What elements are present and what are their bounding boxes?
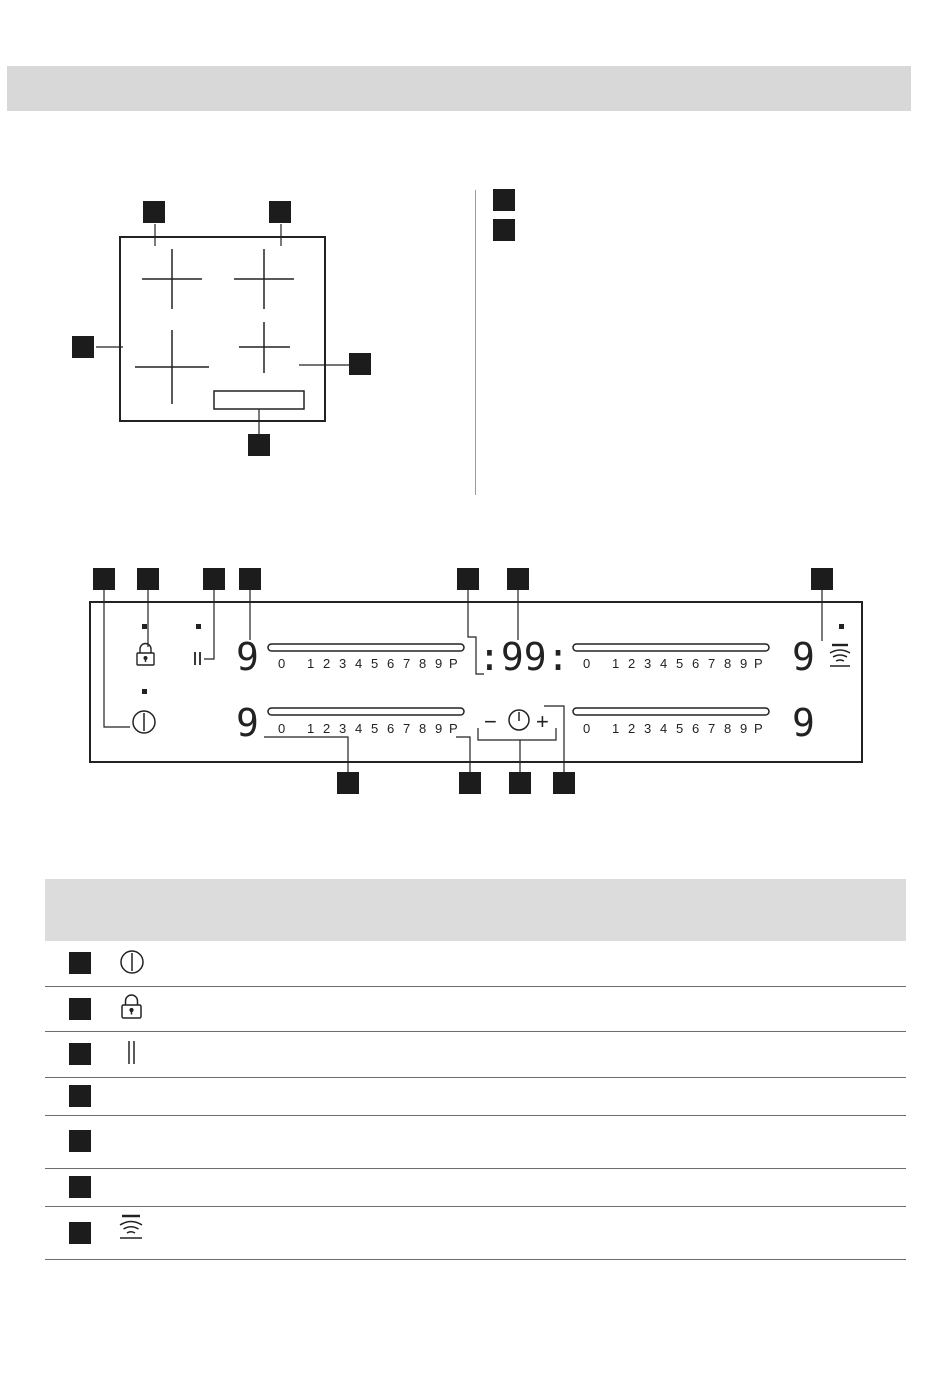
scale-label: 0 <box>278 721 286 736</box>
slider-track-front-left <box>268 708 464 715</box>
table-rule <box>45 1259 906 1260</box>
scale-label: 0 <box>583 721 591 736</box>
scale-label: P <box>754 656 763 671</box>
slider-track-front-right <box>573 708 769 715</box>
scale-label: 9 <box>435 721 443 736</box>
scale-label: 1 <box>307 656 315 671</box>
scale-label: P <box>449 656 458 671</box>
table-row <box>45 1115 906 1168</box>
scale-label: 0 <box>583 656 591 671</box>
pause-icon <box>119 1039 149 1069</box>
scale-labels-rear-right <box>583 656 763 671</box>
scale-label: 3 <box>339 656 347 671</box>
scale-label: 8 <box>724 656 732 671</box>
row-number-box <box>69 1176 91 1198</box>
scale-label: 5 <box>371 656 379 671</box>
scale-label: 9 <box>435 656 443 671</box>
scale-label: 4 <box>660 721 668 736</box>
hob-hood-icon <box>117 1213 147 1243</box>
panel-outline <box>90 602 862 762</box>
row-number-box <box>69 998 91 1020</box>
panel-leader-lines <box>104 590 822 772</box>
scale-label: 1 <box>612 656 620 671</box>
scale-label: 6 <box>387 721 395 736</box>
scale-label: 9 <box>740 656 748 671</box>
panel-hob-hood-icon <box>830 645 850 666</box>
scale-label: 4 <box>355 721 363 736</box>
scale-label: 2 <box>323 656 331 671</box>
lock-icon <box>119 994 149 1024</box>
table-row <box>45 1077 906 1115</box>
scale-label: 3 <box>644 656 652 671</box>
zone-display-front-left: 9 <box>236 701 259 745</box>
panel-lock-icon <box>137 644 154 666</box>
scale-label: 4 <box>660 656 668 671</box>
table-header <box>45 879 906 941</box>
row-number-box <box>69 1043 91 1065</box>
row-number-box <box>69 1222 91 1244</box>
scale-label: 3 <box>339 721 347 736</box>
row-number-box <box>69 1130 91 1152</box>
scale-label: 7 <box>403 721 411 736</box>
scale-label: 6 <box>387 656 395 671</box>
table-row <box>45 1031 906 1077</box>
scale-labels-front-right <box>583 721 763 736</box>
scale-labels-rear-left <box>278 656 458 671</box>
panel-pause-icon <box>195 652 200 665</box>
scale-label: 8 <box>419 656 427 671</box>
scale-label: 7 <box>403 656 411 671</box>
table-row <box>45 1206 906 1259</box>
power-icon <box>119 949 149 979</box>
scale-label: 1 <box>612 721 620 736</box>
scale-label: P <box>449 721 458 736</box>
scale-label: P <box>754 721 763 736</box>
scale-label: 5 <box>676 721 684 736</box>
scale-label: 5 <box>371 721 379 736</box>
scale-label: 0 <box>278 656 286 671</box>
scale-label: 6 <box>692 721 700 736</box>
timer-display: :99: <box>478 635 570 679</box>
zone-display-rear-left: 9 <box>236 635 259 679</box>
scale-label: 2 <box>628 721 636 736</box>
scale-label: 2 <box>323 721 331 736</box>
scale-label: 9 <box>740 721 748 736</box>
scale-label: 8 <box>419 721 427 736</box>
scale-label: 1 <box>307 721 315 736</box>
zone-display-rear-right: 9 <box>792 635 815 679</box>
slider-track-rear-right <box>573 644 769 651</box>
scale-label: 3 <box>644 721 652 736</box>
table-row <box>45 986 906 1031</box>
timer-minus-symbol: − <box>484 709 497 734</box>
row-number-box <box>69 952 91 974</box>
scale-label: 2 <box>628 656 636 671</box>
scale-label: 7 <box>708 656 716 671</box>
slider-track-rear-left <box>268 644 464 651</box>
timer-plus-symbol: + <box>536 709 549 734</box>
row-number-box <box>69 1085 91 1107</box>
scale-label: 4 <box>355 656 363 671</box>
scale-label: 5 <box>676 656 684 671</box>
table-row <box>45 1168 906 1206</box>
scale-labels-front-left <box>278 721 458 736</box>
zone-display-front-right: 9 <box>792 701 815 745</box>
panel-power-icon <box>133 711 155 733</box>
scale-label: 6 <box>692 656 700 671</box>
scale-label: 7 <box>708 721 716 736</box>
table-row <box>45 941 906 986</box>
scale-label: 8 <box>724 721 732 736</box>
timer-icon <box>509 710 529 730</box>
